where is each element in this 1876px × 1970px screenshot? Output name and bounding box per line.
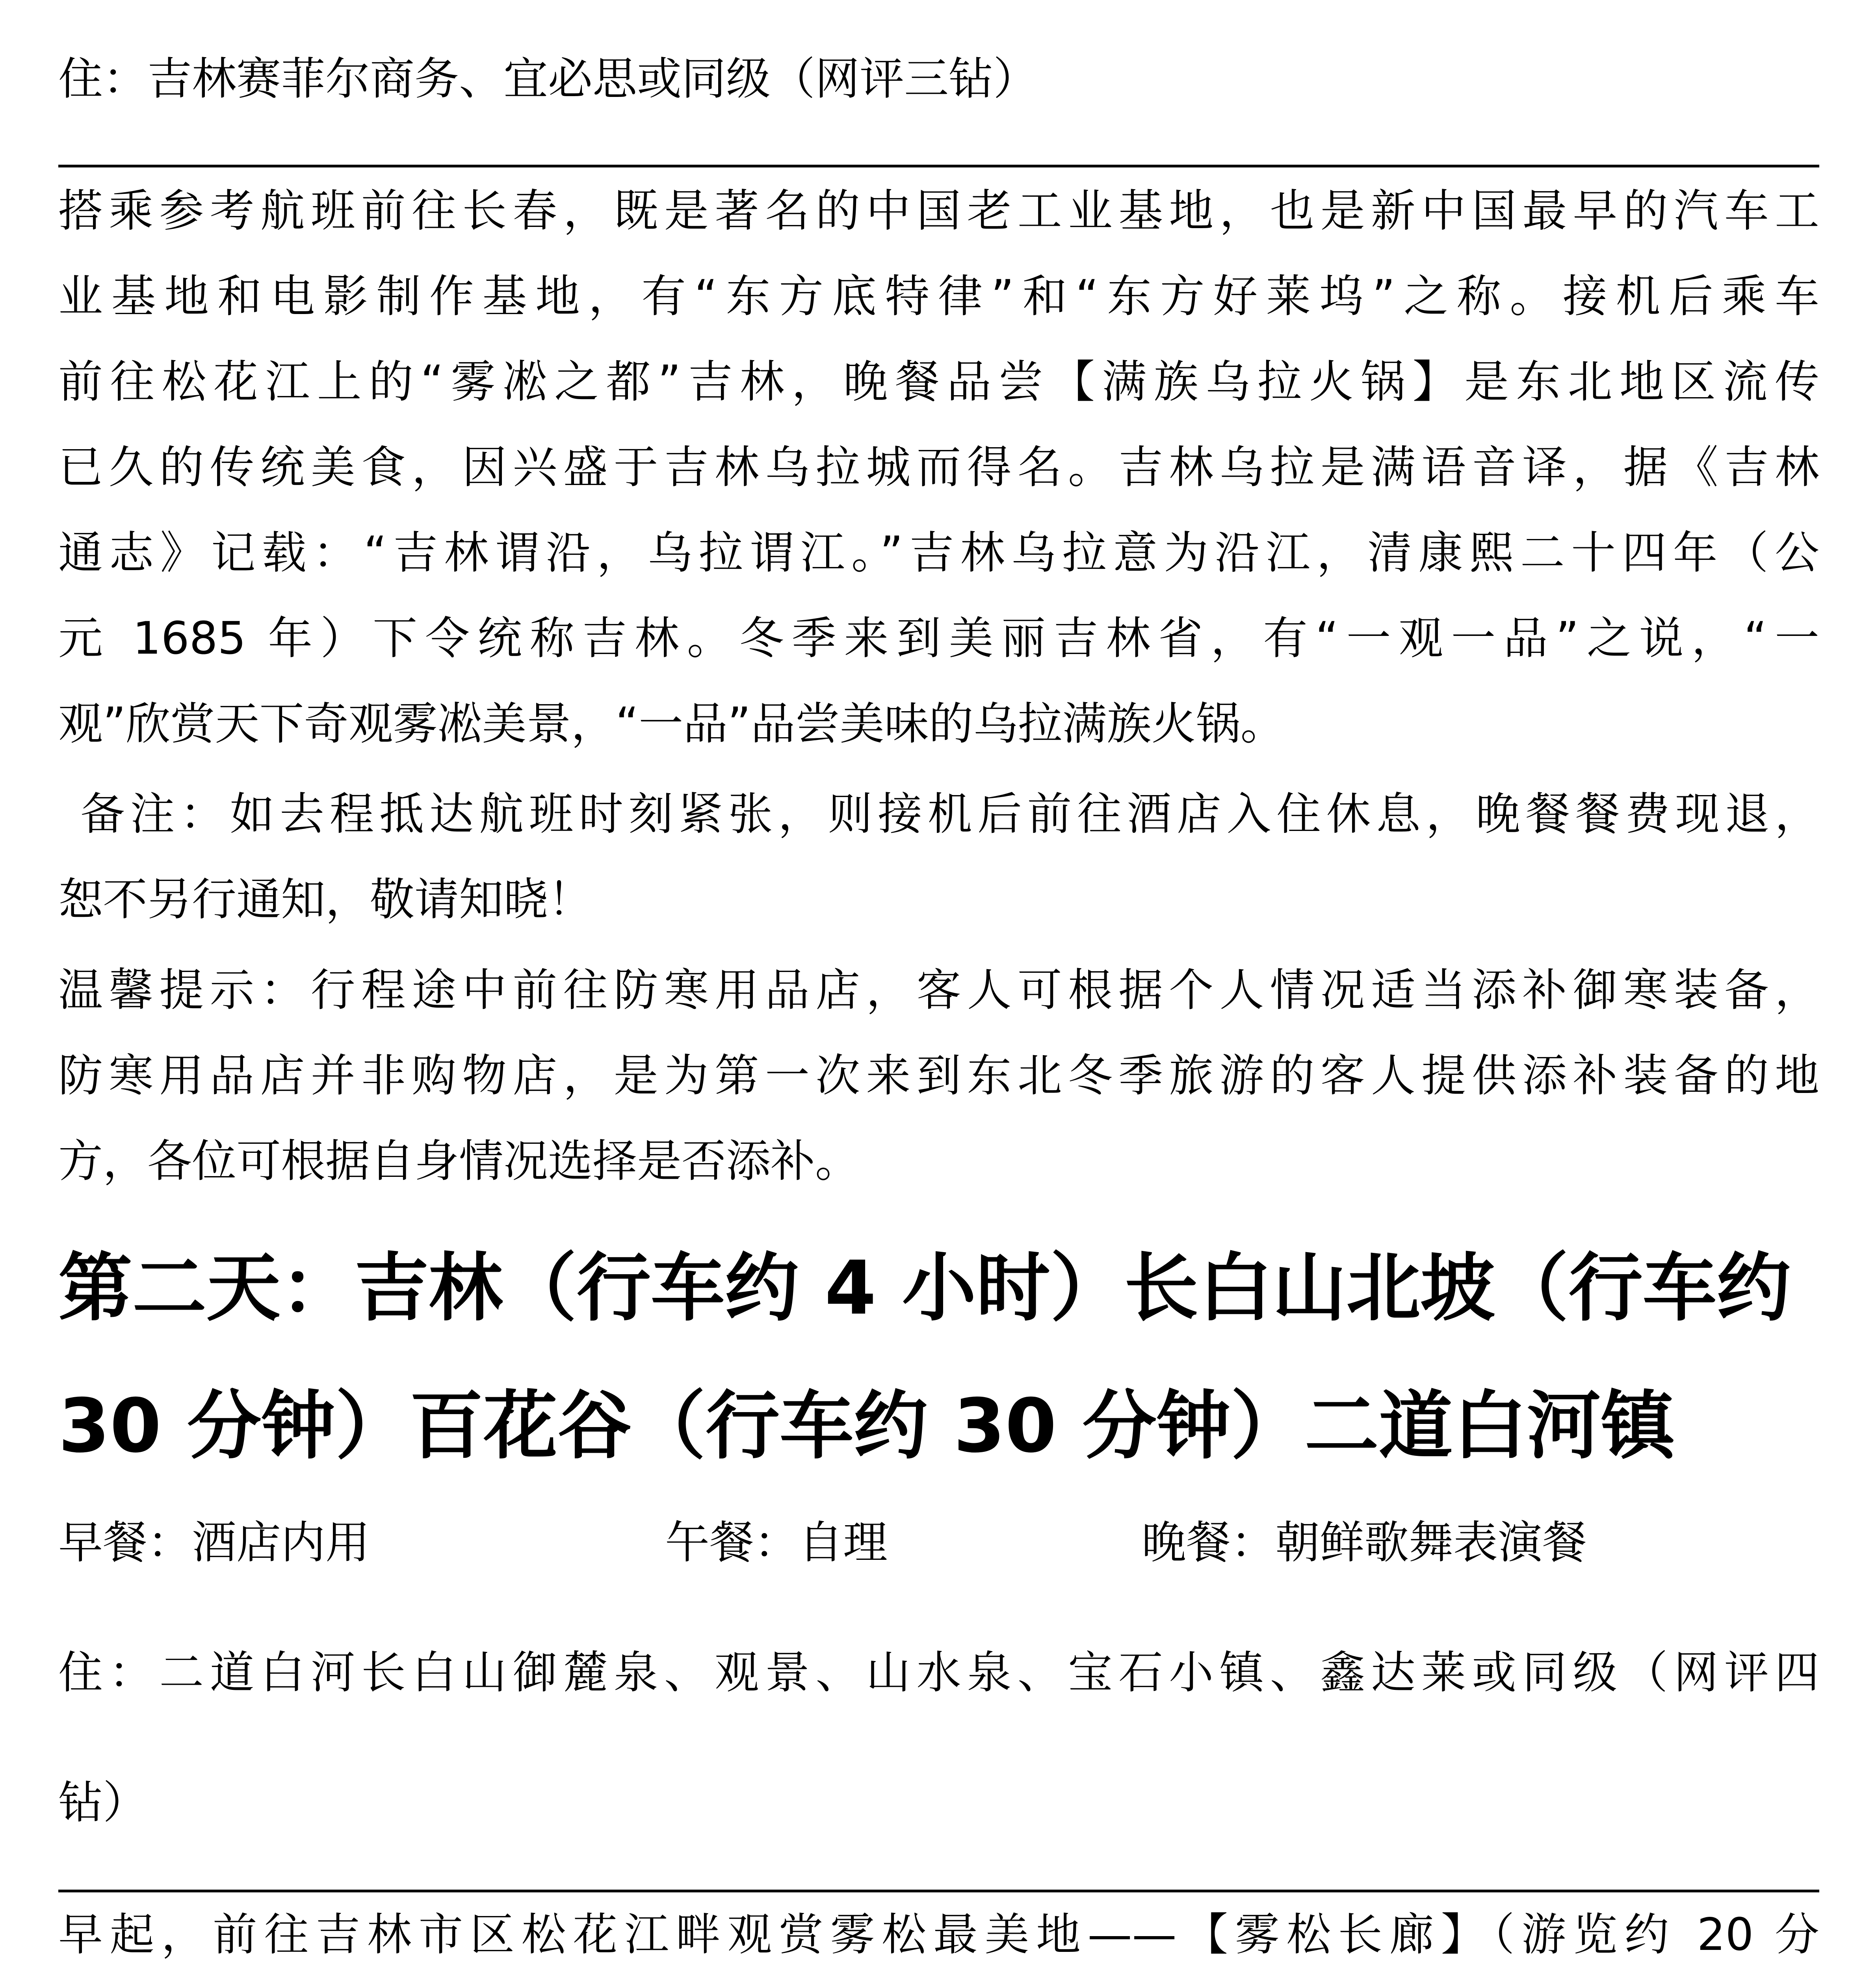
stay-line: 住：二道白河长白山御麓泉、观景、山水泉、宝石小镇、鑫达莱或同级（网评四 [58,1647,1819,1699]
note-line: 恕不另行通知，敬请知晓！ [58,873,593,926]
note-line: 备注：如去程抵达航班时刻紧张，则接机后前往酒店入住休息，晚餐餐费现退， [80,788,1819,840]
section-divider [58,165,1819,167]
text-line: 元 1685 年）下令统称吉林。冬季来到美丽吉林省，有“一观一品”之说，“一 [58,612,1819,664]
stay-line: 钻） [58,1777,147,1829]
tip-line: 温馨提示：行程途中前往防寒用品店，客人可根据个人情况适当添补御寒装备， [58,964,1819,1016]
day2-title-line: 第二天：吉林（行车约 4 小时）长白山北坡（行车约 [58,1245,1791,1331]
day1-stay: 住：吉林赛菲尔商务、宜必思或同级（网评三钻） [58,53,1038,105]
text-line: 前往松花江上的“雾凇之都”吉林，晚餐品尝【满族乌拉火锅】是东北地区流传 [58,356,1819,408]
tip-line: 防寒用品店并非购物店，是为第一次来到东北冬季旅游的客人提供添补装备的地 [58,1050,1819,1102]
text-line: 已久的传统美食，因兴盛于吉林乌拉城而得名。吉林乌拉是满语音译，据《吉林 [58,441,1819,493]
section-divider [58,1890,1819,1892]
lunch-info: 午餐：自理 [665,1517,888,1569]
text-line: 观”欣赏天下奇观雾凇美景，“一品”品尝美味的乌拉满族火锅。 [58,698,1285,750]
breakfast-info: 早餐：酒店内用 [58,1517,370,1569]
text-line: 业基地和电影制作基地，有“东方底特律”和“东方好莱坞”之称。接机后乘车 [58,270,1819,322]
tip-line: 方，各位可根据自身情况选择是否添补。 [58,1135,860,1187]
day2-title-line: 30 分钟）百花谷（行车约 30 分钟）二道白河镇 [58,1383,1675,1469]
text-line: 通志》记载：“吉林谓沿，乌拉谓江。”吉林乌拉意为沿江，清康熙二十四年（公 [58,527,1819,579]
text-line: 早起，前往吉林市区松花江畔观赏雾松最美地——【雾松长廊】（游览约 20 分 [58,1909,1819,1961]
dinner-info: 晚餐：朝鲜歌舞表演餐 [1142,1517,1587,1569]
text-line: 搭乘参考航班前往长春，既是著名的中国老工业基地，也是新中国最早的汽车工 [58,185,1819,237]
